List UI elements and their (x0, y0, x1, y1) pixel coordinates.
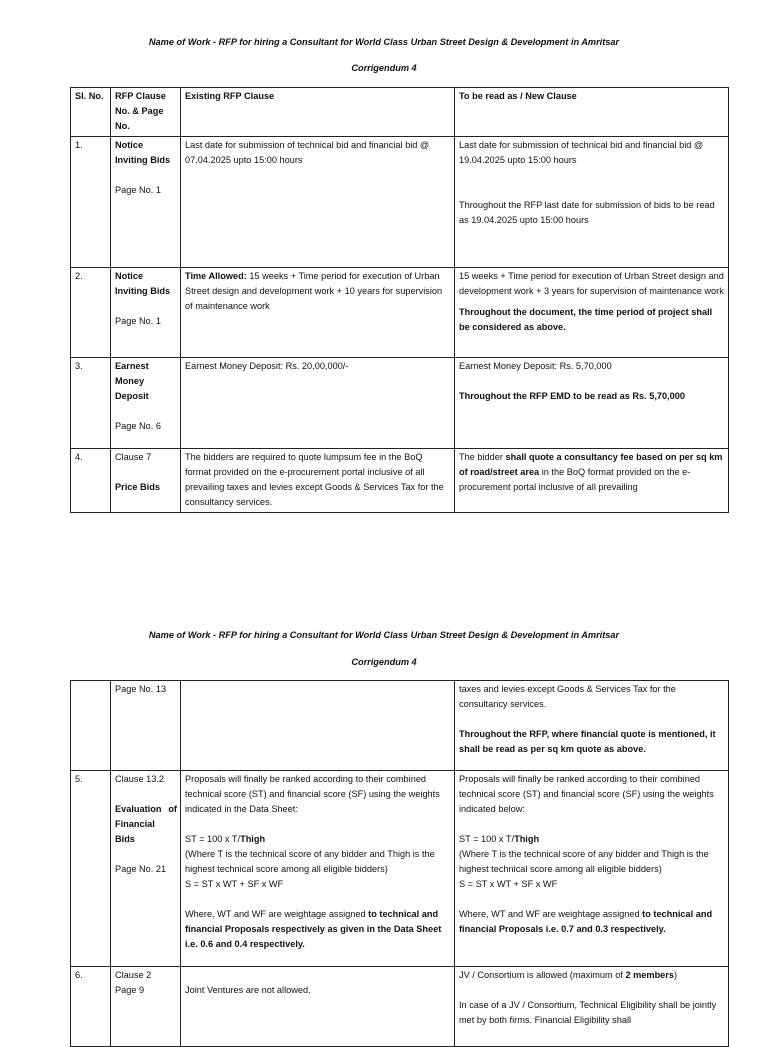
row-new-clause (455, 358, 729, 449)
clause-page: Page No. 1 (115, 316, 161, 326)
new-clause-bold-text: Throughout the document, the time period of project shall be considered as above. (459, 307, 713, 332)
clause-page: Page 9 (115, 985, 145, 995)
row-sl-no: 5. (71, 771, 111, 967)
new-clause-text-part: ) (673, 970, 678, 980)
row-new-clause (455, 681, 729, 771)
table-header-row (71, 88, 729, 137)
row-new-clause (455, 967, 729, 1047)
new-clause-text: in the BoQ format provided on the e-procurement portal inclusive of all prevailing (459, 467, 691, 492)
new-clause-text: (Where T is the technical score of any bidder and Thigh is the highest technical score among all eligible bidders) (459, 849, 709, 874)
row-existing-clause: Earnest Money Deposit: Rs. 20,00,000/- (181, 358, 455, 449)
row-clause-ref (111, 268, 181, 358)
row-clause-ref (111, 137, 181, 268)
row-existing-clause: Last date for submission of technical bid and financial bid @ 07.04.2025 upto 15:00 hours (181, 137, 455, 268)
row-existing-clause (181, 268, 455, 358)
clause-subtitle: Price Bids (115, 482, 160, 492)
existing-text: Joint Ventures are not allowed. (185, 985, 311, 995)
corrigendum-table-1 (70, 87, 729, 513)
table-row (71, 268, 729, 358)
new-clause-bold-text: Throughout the RFP, where financial quote is mentioned, it shall be read as per sq km quote as above. (459, 729, 716, 754)
row-sl-no: 4. (71, 449, 111, 513)
page-heading-title-1: Name of Work - RFP for hiring a Consultant for World Class Urban Street Design & Development in Amritsar (148, 37, 620, 47)
existing-text (185, 907, 451, 952)
header-new-clause: To be read as / New Clause (455, 88, 729, 137)
table-row (71, 137, 729, 268)
page-heading-corrigendum-1: Corrigendum 4 (351, 63, 417, 73)
header-existing-clause: Existing RFP Clause (181, 88, 455, 137)
formula-text: ST = 100 x T/ (185, 834, 241, 844)
new-clause-text: 15 weeks + Time period for execution of Urban Street design and development work + 3 years for supervision of maintenance work (459, 271, 724, 296)
clause-title: Clause 2 (115, 970, 152, 980)
row-new-clause (455, 771, 729, 967)
existing-text: 15 weeks + Time period for execution of Urban Street design and development work + 10 years for supervision of maintenance work (185, 271, 443, 311)
existing-formula (185, 832, 451, 847)
row-clause-ref (111, 771, 181, 967)
row-new-clause (455, 449, 729, 513)
clause-title: Clause 13.2 (115, 774, 165, 784)
new-clause-bold-text: Throughout the RFP EMD to be read as Rs. 5,70,000 (459, 391, 685, 401)
row-sl-no: 1. (71, 137, 111, 268)
new-clause-bold-text: shall quote a consultancy fee based on per sq km of road/street area (459, 452, 723, 477)
new-clause-text: The bidder (459, 452, 506, 462)
row-clause-ref (111, 967, 181, 1047)
new-clause-text: Earnest Money Deposit: Rs. 5,70,000 (459, 361, 612, 371)
table-row (71, 771, 729, 967)
row-new-clause (455, 268, 729, 358)
table-row (71, 449, 729, 513)
existing-text: Proposals will finally be ranked according to their combined technical score (ST) and financial score (SF) using the weights indicated in the Data Sheet: (185, 774, 440, 814)
clause-title: Earnest Money Deposit (115, 361, 149, 401)
header-rfp-clause: RFP Clause No. & Page No. (111, 88, 181, 137)
row-sl-no (71, 681, 111, 771)
existing-formula: S = ST x WT + SF x WF (185, 879, 284, 889)
row-existing-clause (181, 967, 455, 1047)
corrigendum-table-2 (70, 680, 729, 1047)
clause-title: Notice Inviting Bids (115, 140, 171, 165)
new-formula: S = ST x WT + SF x WF (459, 879, 558, 889)
row-sl-no: 2. (71, 268, 111, 358)
new-clause-text: Throughout the RFP last date for submission of bids to be read as 19.04.2025 upto 15:00 hours (459, 200, 715, 225)
row-existing-clause (181, 681, 455, 771)
new-clause-text: Last date for submission of technical bid and financial bid @ 19.04.2025 upto 15:00 hours (459, 140, 704, 165)
clause-page: Page No. 6 (115, 421, 161, 431)
clause-page: Page No. 1 (115, 185, 161, 195)
clause-subtitle: Evaluation of Financial Bids (115, 804, 177, 844)
row-existing-clause: The bidders are required to quote lumpsum fee in the BoQ format provided on the e-procurement portal inclusive of all prevailing taxes and levies except Goods & Services Tax for the consultancy services. (181, 449, 455, 513)
row-new-clause (455, 137, 729, 268)
formula-bold-text: Thigh (514, 834, 540, 844)
existing-bold-text: to technical and financial Proposals respectively as given in the Data Sheet i.e. 0.6 and 0.4 respectively. (185, 909, 442, 949)
clause-page: Page No. 21 (115, 864, 167, 874)
table-row (71, 967, 729, 1047)
formula-text: ST = 100 x T/ (459, 834, 515, 844)
new-clause-text-part: Where, WT and WF are weightage assigned (459, 909, 643, 919)
row-existing-clause (181, 771, 455, 967)
new-clause-text: taxes and levies except Goods & Services Tax for the consultancy services. (459, 684, 676, 709)
new-clause-bold-text: to technical and financial Proposals i.e. 0.7 and 0.3 respectively. (459, 909, 713, 934)
new-clause-text-part: JV / Consortium is allowed (maximum of (459, 970, 626, 980)
new-clause-text (459, 907, 725, 937)
table-row (71, 358, 729, 449)
new-clause-text: In case of a JV / Consortium, Technical Eligibility shall be jointly met by both firms. Financial Eligibility shall (459, 1000, 717, 1025)
row-clause-ref (111, 358, 181, 449)
row-clause-ref: Page No. 13 (111, 681, 181, 771)
row-clause-ref (111, 449, 181, 513)
row-sl-no: 6. (71, 967, 111, 1047)
new-clause-bold-text: 2 members (625, 970, 674, 980)
page-heading-title-2: Name of Work - RFP for hiring a Consultant for World Class Urban Street Design & Development in Amritsar (148, 630, 620, 640)
table-row (71, 681, 729, 771)
existing-text-part: Where, WT and WF are weightage assigned (185, 909, 369, 919)
clause-title: Notice Inviting Bids (115, 271, 171, 296)
new-formula (459, 832, 725, 847)
existing-bold-label: Time Allowed: (185, 271, 247, 281)
row-sl-no: 3. (71, 358, 111, 449)
page-heading-corrigendum-2: Corrigendum 4 (351, 657, 417, 667)
new-clause-text (459, 968, 725, 983)
existing-text: (Where T is the technical score of any bidder and Thigh is the highest technical score among all eligible bidders) (185, 849, 435, 874)
formula-bold-text: Thigh (240, 834, 266, 844)
clause-title: Clause 7 (115, 452, 152, 462)
new-clause-text: Proposals will finally be ranked according to their combined technical score (ST) and financial score (SF) using the weights indicated below: (459, 774, 714, 814)
header-sl-no: Sl. No. (71, 88, 111, 137)
